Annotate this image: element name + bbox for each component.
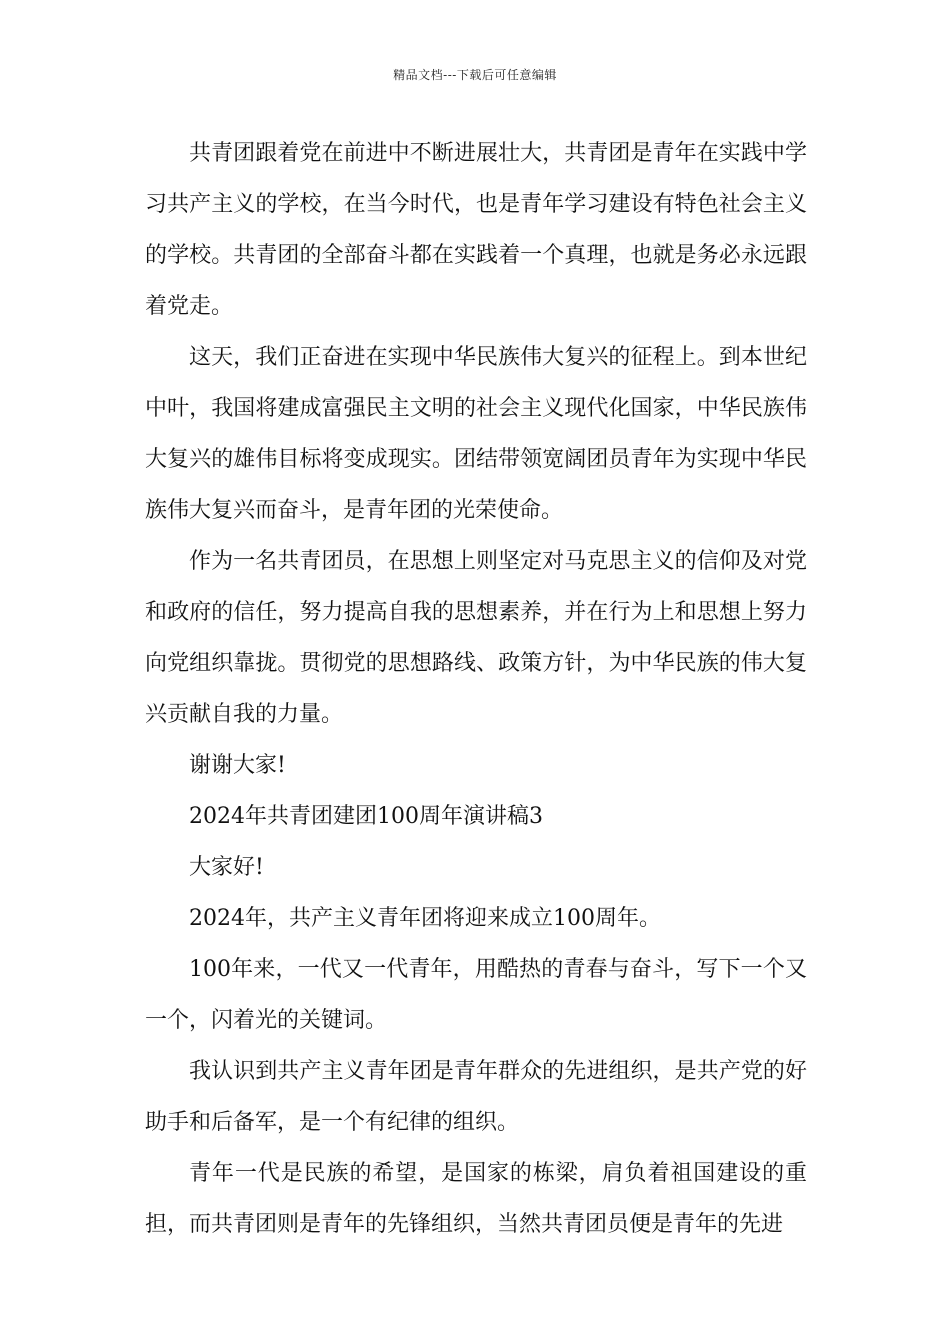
page-header: 精品文档---下载后可任意编辑 [393, 68, 557, 82]
greeting: 大家好! [189, 855, 264, 880]
paragraph-6: 青年一代是民族的希望，是国家的栋梁，肩负着祖国建设的重担，而共青团则是青年的先锋组织，当然共青团员便是青年的先进 [145, 1161, 807, 1237]
closing-thanks: 谢谢大家! [189, 753, 286, 778]
document-body [145, 128, 807, 1250]
paragraph-1: 共青团跟着党在前进中不断进展壮大，共青团是青年在实践中学习共产主义的学校，在当今时代，也是青年学习建设有特色社会主义的学校。共青团的全部奋斗都在实践着一个真理，也就是务必永远跟着党走。 [145, 141, 807, 319]
paragraph-3: 作为一名共青团员，在思想上则坚定对马克思主义的信仰及对党和政府的信任，努力提高自我的思想素养，并在行为上和思想上努力向党组织靠拢。贯彻党的思想路线、政策方针，为中华民族的伟大复兴贡献自我的力量。 [145, 549, 807, 727]
paragraph-4: 100年来，一代又一代青年，用酷热的青春与奋斗，写下一个又一个，闪着光的关键词。 [145, 957, 807, 1033]
paragraph-anniversary: 2024年，共产主义青年团将迎来成立100周年。 [189, 906, 661, 931]
speech-title: 2024年共青团建团100周年演讲稿3 [189, 804, 543, 829]
paragraph-2: 这天，我们正奋进在实现中华民族伟大复兴的征程上。到本世纪中叶，我国将建成富强民主文明的社会主义现代化国家，中华民族伟大复兴的雄伟目标将变成现实。团结带领宽阔团员青年为实现中华民族伟大复兴而奋斗，是青年团的光荣使命。 [145, 345, 807, 523]
paragraph-5: 我认识到共产主义青年团是青年群众的先进组织，是共产党的好助手和后备军，是一个有纪律的组织。 [145, 1059, 807, 1135]
